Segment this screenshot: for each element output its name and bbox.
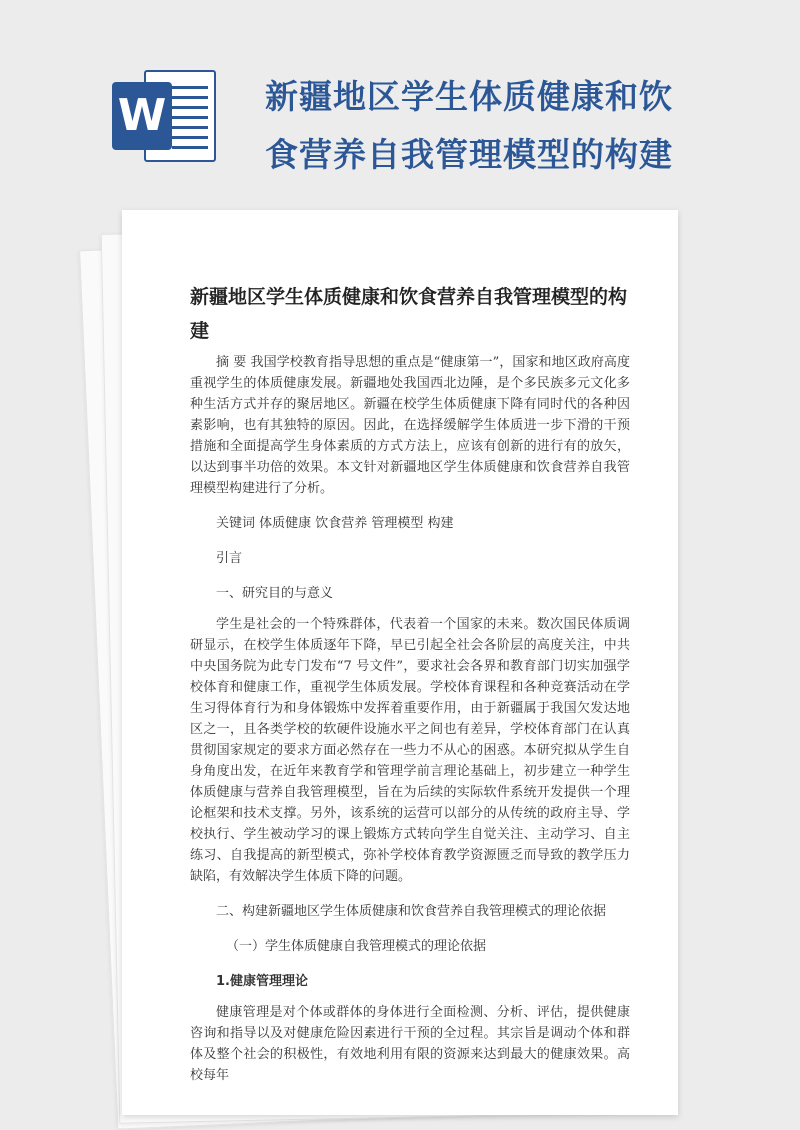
item-paragraph: 健康管理是对个体或群体的身体进行全面检测、分析、评估，提供健康咨询和指导以及对健康危险因素进行干预的全过程。其宗旨是调动个体和群体及整个社会的积极性，有效地利用有限的资源来达到最大的健康效果。高校每年 bbox=[190, 1005, 630, 1083]
word-logo-badge: W bbox=[112, 82, 172, 150]
section-2-heading: 二、构建新疆地区学生体质健康和饮食营养自我管理模式的理论依据 bbox=[216, 904, 607, 919]
word-document-icon bbox=[112, 70, 216, 162]
document-body bbox=[190, 352, 630, 1086]
keywords-line: 关键词 体质健康 饮食营养 管理模型 构建 bbox=[216, 516, 454, 531]
banner-title: 新疆地区学生体质健康和饮食营养自我管理模型的构建 bbox=[265, 77, 673, 174]
preview-banner bbox=[0, 0, 800, 215]
intro-heading: 引言 bbox=[216, 551, 243, 566]
document-title: 新疆地区学生体质健康和饮食营养自我管理模型的构建 bbox=[190, 286, 628, 342]
section-1-heading: 一、研究目的与意义 bbox=[216, 586, 334, 601]
subsection-heading: （一）学生体质健康自我管理模式的理论依据 bbox=[226, 939, 487, 954]
document-page bbox=[122, 210, 678, 1115]
abstract-paragraph: 摘 要 我国学校教育指导思想的重点是“健康第一”，国家和地区政府高度重视学生的体质健康发展。新疆地处我国西北边陲，是个多民族多元文化多种生活方式并存的聚居地区。新疆在校学生体质健康下降有同时代的各种因素影响，也有其独特的原因。因此，在选择缓解学生体质进一步下滑的干预措施和全面提高学生身体素质的方式方法上，应该有创新的进行有的放矢，以达到事半功倍的效果。本文针对新疆地区学生体质健康和饮食营养自我管理模型构建进行了分析。 bbox=[190, 355, 630, 496]
section-1-paragraph: 学生是社会的一个特殊群体，代表着一个国家的未来。数次国民体质调研显示，在校学生体质逐年下降，早已引起全社会各阶层的高度关注，中共中央国务院为此专门发布“7 号文件”，要求社会各界和教育部门切实加强学校体育和健康工作，重视学生体质发展。学校体育课程和各种竞赛活动在学生习得体育行为和身体锻炼中发挥着重要作用，由于新疆属于我国欠发达地区之一，且各类学校的软硬件设施水平之间也有差异，学校体育部门在认真贯彻国家规定的要求方面必然存在一些力不从心的困惑。本研究拟从学生自身角度出发，在近年来教育学和管理学前言理论基础上，初步建立一种学生体质健康与营养自我管理模型，旨在为后续的实际软件系统开发提供一个理论框架和技术支撑。另外，该系统的运营可以部分的从传统的政府主导、学校执行、学生被动学习的课上锻炼方式转向学生自觉关注、主动学习、自主练习、自我提高的新型模式，弥补学校体育教学资源匮乏而导致的教学压力缺陷，有效解决学生体质下降的问题。 bbox=[190, 617, 630, 884]
item-heading: 1.健康管理理论 bbox=[216, 974, 308, 989]
